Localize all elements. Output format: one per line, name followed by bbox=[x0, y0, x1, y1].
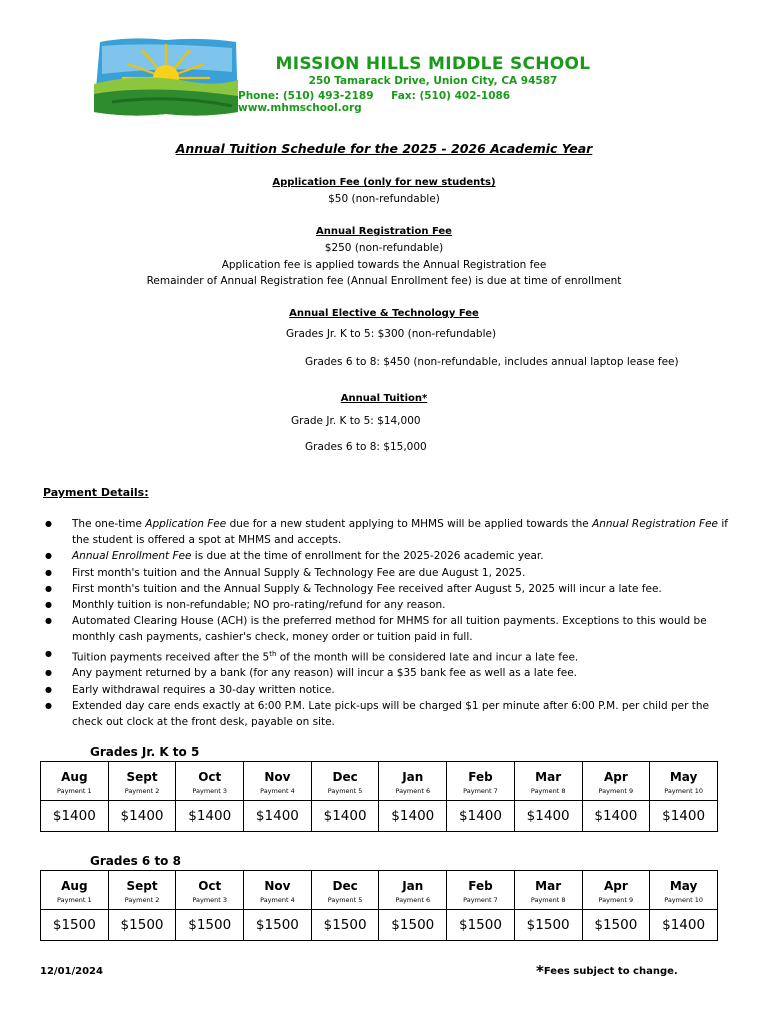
list-item: ● Tuition payments received after the 5th of the month will be considered late and incur a late fee. bbox=[40, 646, 730, 666]
payment-details-list bbox=[40, 516, 730, 730]
list-item: ● The one-time Application Fee due for a new student applying to MHMS will be applied towards the Annual Registration Fee if the student is offered a spot at MHMS and accepts. bbox=[40, 516, 730, 548]
registration-fee-heading: Annual Registration Fee bbox=[316, 226, 452, 237]
list-item: ● Early withdrawal requires a 30-day written notice. bbox=[40, 682, 730, 698]
school-logo-image bbox=[92, 36, 240, 118]
list-item: ● First month's tuition and the Annual Supply & Technology Fee received after August 5, 2025 will incur a late fee. bbox=[40, 581, 730, 597]
list-item: ● Any payment returned by a bank (for any reason) will incur a $35 bank fee as well as a late fee. bbox=[40, 665, 730, 681]
list-item: ● Extended day care ends exactly at 6:00 P.M. Late pick-ups will be charged $1 per minute after 6:00 P.M. per child per the check out clock at the front desk, payable on site. bbox=[40, 698, 730, 730]
schedule-label-junior: Grades Jr. K to 5 bbox=[90, 745, 200, 759]
table-row: $1400 $1400 $1400 $1400 $1400 $1400 $1400 $1400 $1400 $1400 bbox=[41, 801, 718, 832]
registration-fee-note-1: Application fee is applied towards the Annual Registration fee bbox=[221, 259, 547, 271]
payment-table-middle bbox=[40, 870, 718, 941]
registration-fee-note-2: Remainder of Annual Registration fee (Annual Enrollment fee) is due at time of enrollment bbox=[146, 275, 622, 287]
list-item: ● Monthly tuition is non-refundable; NO pro-rating/refund for any reason. bbox=[40, 597, 730, 613]
asterisk-mark: * bbox=[536, 962, 544, 980]
payment-table-junior bbox=[40, 761, 718, 832]
elective-fee-middle: Grades 6 to 8: $450 (non-refundable, includes annual laptop lease fee) bbox=[305, 356, 679, 368]
registration-fee-amount: $250 (non-refundable) bbox=[324, 242, 444, 254]
list-item: ● First month's tuition and the Annual Supply & Technology Fee are due August 1, 2025. bbox=[40, 565, 730, 581]
tuition-junior: Grade Jr. K to 5: $14,000 bbox=[291, 415, 421, 427]
school-name: MISSION HILLS MIDDLE SCHOOL bbox=[275, 54, 591, 74]
website-link[interactable]: www.mhmschool.org bbox=[238, 102, 362, 114]
elective-fee-heading: Annual Elective & Technology Fee bbox=[289, 308, 479, 319]
footer-date: 12/01/2024 bbox=[40, 966, 103, 977]
table-row: Aug Payment 1 Sept Payment 2 Oct Payment 3 Nov Payment 4 Dec Payment 5 Jan Payment 6 Feb Payment 7 Mar Payment 8 Apr Payment 9 May Payment 10 bbox=[41, 762, 718, 801]
fees-note: Fees subject to change. bbox=[543, 966, 678, 977]
footer-note bbox=[536, 962, 678, 980]
payment-details-heading: Payment Details: bbox=[43, 486, 149, 499]
list-item: ● Automated Clearing House (ACH) is the preferred method for MHMS for all tuition payments. Exceptions to this would be monthly cash payments, cashier's check, money order or tuition paid in full. bbox=[40, 613, 730, 645]
list-item: ● Annual Enrollment Fee is due at the time of enrollment for the 2025-2026 academic year. bbox=[40, 548, 730, 564]
tuition-middle: Grades 6 to 8: $15,000 bbox=[305, 441, 427, 453]
application-fee-amount: $50 (non-refundable) bbox=[328, 193, 440, 205]
elective-fee-junior: Grades Jr. K to 5: $300 (non-refundable) bbox=[286, 328, 497, 340]
fax-number: Fax: (510) 402-1086 bbox=[391, 90, 511, 102]
table-row: $1500 $1500 $1500 $1500 $1500 $1500 $1500 $1500 $1500 $1400 bbox=[41, 910, 718, 941]
document-title: Annual Tuition Schedule for the 2025 - 2026 Academic Year bbox=[175, 141, 593, 156]
school-address: 250 Tamarack Drive, Union City, CA 94587 bbox=[308, 75, 558, 87]
phone-number: Phone: (510) 493-2189 bbox=[238, 90, 374, 102]
schedule-label-middle: Grades 6 to 8 bbox=[90, 854, 181, 868]
tuition-heading: Annual Tuition* bbox=[340, 393, 428, 404]
contact-line bbox=[238, 90, 658, 114]
application-fee-heading: Application Fee (only for new students) bbox=[272, 177, 496, 188]
table-row: Aug Payment 1 Sept Payment 2 Oct Payment 3 Nov Payment 4 Dec Payment 5 Jan Payment 6 Feb Payment 7 Mar Payment 8 Apr Payment 9 May Payment 10 bbox=[41, 871, 718, 910]
